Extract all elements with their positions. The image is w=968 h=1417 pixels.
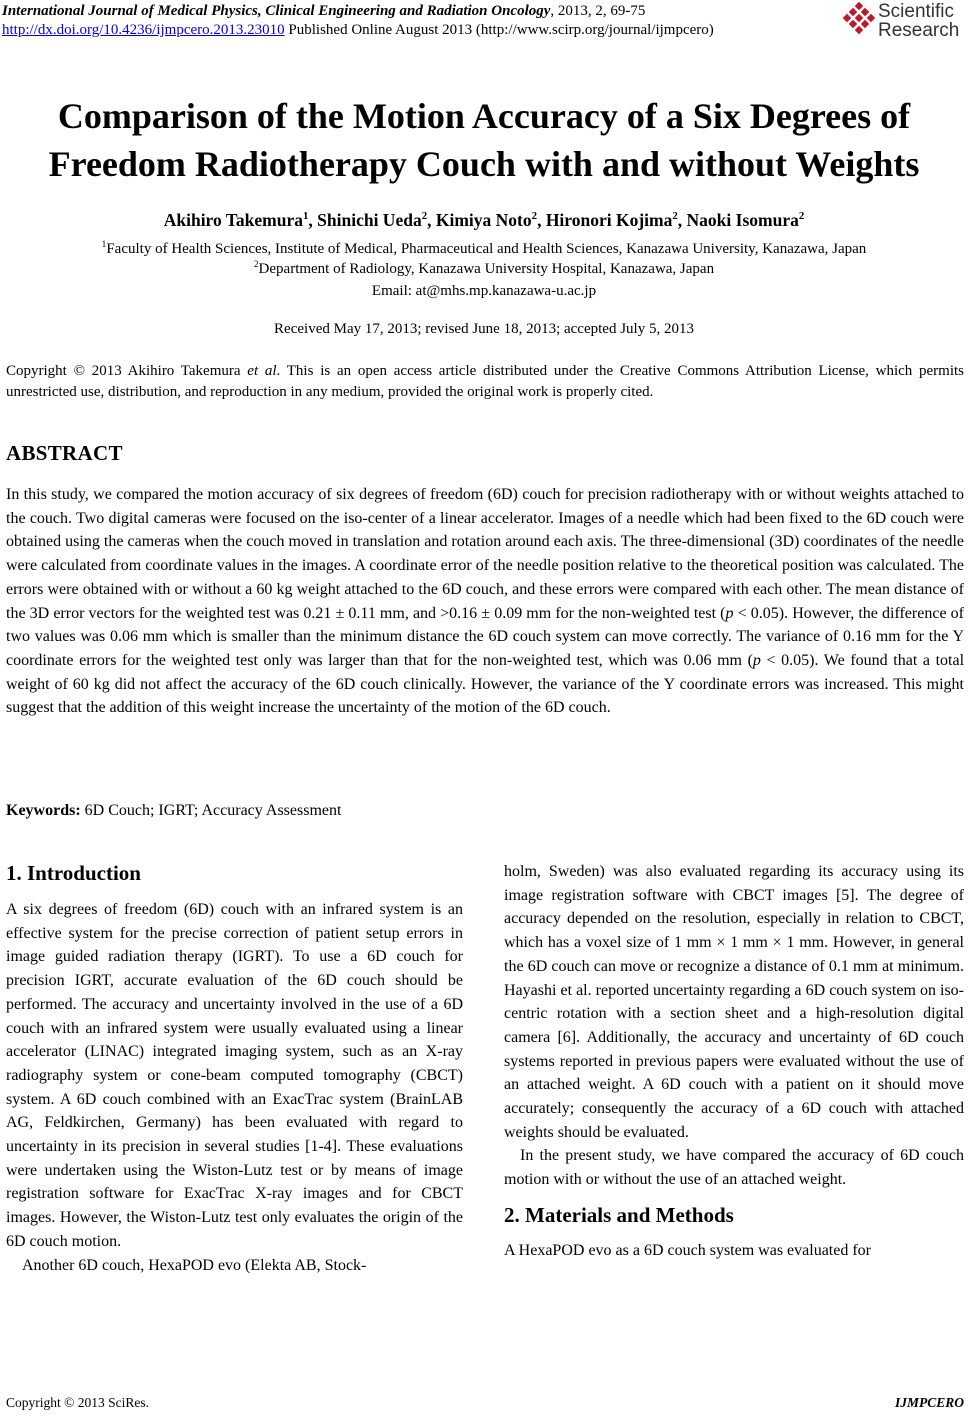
author-affil: 2 [421,210,428,223]
abstract-text-1: In this study, we compared the motion accuracy of six degrees of freedom (6D) couch for precision radiotherapy with or without weights attached to the couch. Two digital cameras were focused on the iso-center of a linear accelerator. Images of a needle which had been fixed to the 6D couch were obtained using the cameras when the couch moved in translation and rotation around each axis. The three-dimensional (3D) coordinates of the needle were calculated from coordinate values in the images. A coordinate error of the needle position relative to the theoretical position was calculated. The errors were obtained with or without a 60 kg weight attached to the 6D couch, and these errors were compared with each other. The mean distance of the 3D error vectors for the weighted test was 0.21 ± 0.11 mm, and >0.16 ± 0.09 mm for the non-weighted test ( [6,486,964,622]
author-name: Akihiro Takemura [163,210,303,230]
affiliation-text: Faculty of Health Sciences, Institute of Medical, Pharmaceutical and Health Sciences, Kanazawa University, Kanazawa, Japan [106,241,867,257]
section-heading-methods: 2. Materials and Methods [504,1202,734,1227]
journal-name: International Journal of Medical Physics, Clinical Engineering and Radiation Oncology [2,3,551,19]
author-name: Shinichi Ueda [317,210,422,230]
affiliation [0,259,968,279]
right-column [504,860,964,1263]
body-paragraph: In the present study, we have compared the accuracy of 6D couch motion with or without the use of an attached weight. [504,1147,964,1189]
affiliation [0,239,968,259]
author-name: Hironori Kojima [545,210,673,230]
keywords [6,802,341,820]
logo-mark-icon [842,2,876,36]
body-paragraph: holm, Sweden) was also evaluated regarding its accuracy using its image registration software with CBCT images [5]. The degree of accuracy depended on the resolution, especially in relation to CBCT, which has a voxel size of 1 mm × 1 mm × 1 mm. However, in general the 6D couch can move or recognize a distance of 0.1 mm at minimum. Hayashi et al. reported uncertainty regarding a 6D couch system on iso-centric rotation with a section sheet and a high-resolution digital camera [6]. Additionally, the accuracy and uncertainty of 6D couch systems reported in previous papers were evaluated without the use of an attached weight. A 6D couch with a patient on it should move accurately; consequently the accuracy of a 6D couch with attached weights should be evaluated. [504,863,964,1141]
author-name: Naoki Isomura [686,210,799,230]
journal-line [2,2,714,21]
keywords-label: Keywords: [6,802,81,819]
abstract-heading: ABSTRACT [6,441,123,465]
logo-text-line2: Research [878,20,960,41]
author-list: Akihiro Takemura$^1$, Shinichi Ueda$^2$, Kimiya Noto$^2$, Hironori Kojima$^2$, Naoki Isomura$^2$ [163,210,805,230]
left-column [6,858,463,1277]
received-dates: Received May 17, 2013; revised June 18, 2013; accepted July 5, 2013 [274,321,694,337]
journal-header [2,2,714,40]
author-email: Email: at@mhs.mp.kanazawa-u.ac.jp [371,283,597,299]
affiliation-number: 1 [101,240,107,250]
footer-copyright: Copyright © 2013 SciRes. [6,1395,150,1410]
abstract-text-3: < 0.05). We found that a total weight of 60 kg did not affect the accuracy of the 6D couch clinically. However, the variance of the Y coordinate errors was increased. This might suggest that the addition of this weight increase the uncertainty of the motion of the 6D couch. [6,651,965,717]
logo-text-line1: Scientific [878,1,955,22]
abstract-text-2: < 0.05). However, the difference of two values was 0.06 mm which is smaller than the minimum distance the 6D couch system can move correctly. The variance of 0.16 mm for the Y coordinate errors for the weighted test only was larger than that for the non-weighted test, which was 0.06 mm ( [6,604,964,669]
abstract-p-symbol: p [752,651,761,669]
keywords-text: 6D Couch; IGRT; Accuracy Assessment [80,802,342,819]
affiliation-text: Department of Radiology, Kanazawa University Hospital, Kanazawa, Japan [258,261,715,277]
footer-journal-abbrev: IJMPCERO [894,1395,964,1410]
section-heading-introduction: 1. Introduction [6,861,141,885]
doi-line [2,21,714,40]
paper-title [0,92,968,188]
page-footer [6,1395,964,1411]
body-paragraph: A HexaPOD evo as a 6D couch system was evaluated for [504,1241,872,1259]
author-name: Kimiya Noto [435,210,532,230]
doi-link[interactable]: http://dx.doi.org/10.4236/ijmpcero.2013.23010 [2,22,285,38]
author-affil: 2 [798,210,805,223]
title-line-2: Freedom Radiotherapy Couch with and without Weights [48,144,920,184]
abstract-p-symbol: p [725,604,734,622]
body-paragraph: A six degrees of freedom (6D) couch with an infrared system is an effective system for the precise correction of patient setup errors in image guided radiation therapy (IGRT). To use a 6D couch for precision IGRT, accurate evaluation of the 6D couch should be performed. The accuracy and uncertainty involved in the use of a 6D couch with an infrared system were usually evaluated using a linear accelerator (LINAC) integrated imaging system, such as an X-ray radiography system or cone-beam computed tomography (CBCT) system. A 6D couch combined with an ExacTrac system (BrainLAB AG, Feldkirchen, Germany) has been evaluated with regard to uncertainty in its precision in several studies [1-4]. These evaluations were undertaken using the Wiston-Lutz test or by means of image registration software for ExacTrac X-ray images and for CBCT images. However, the Wiston-Lutz test only evaluates the origin of the 6D couch motion. [6,901,463,1250]
author-affil: 2 [672,210,678,223]
copyright-post: . This is an open access article distributed under the Creative Commons Attribution License, which permits unrestricted use, distribution, and reproduction in any medium, provided the original work is properly cited. [6,363,965,400]
body-paragraph: Another 6D couch, HexaPOD evo (Elekta AB, Stock- [22,1256,367,1274]
abstract-body [6,483,964,720]
title-line-1: Comparison of the Motion Accuracy of a Six Degrees of [57,96,911,136]
published-online: Published Online August 2013 (http://www.scirp.org/journal/ijmpcero) [284,22,714,38]
copyright-notice [6,361,964,403]
affiliation-number: 2 [253,260,259,270]
scientific-research-logo [840,0,960,44]
author-affil: 1 [302,210,309,223]
copyright-etal: et al [247,363,277,379]
journal-citation: , 2013, 2, 69-75 [550,3,646,19]
copyright-pre: Copyright © 2013 Akihiro Takemura [6,363,248,379]
author-affil: 2 [531,210,538,223]
